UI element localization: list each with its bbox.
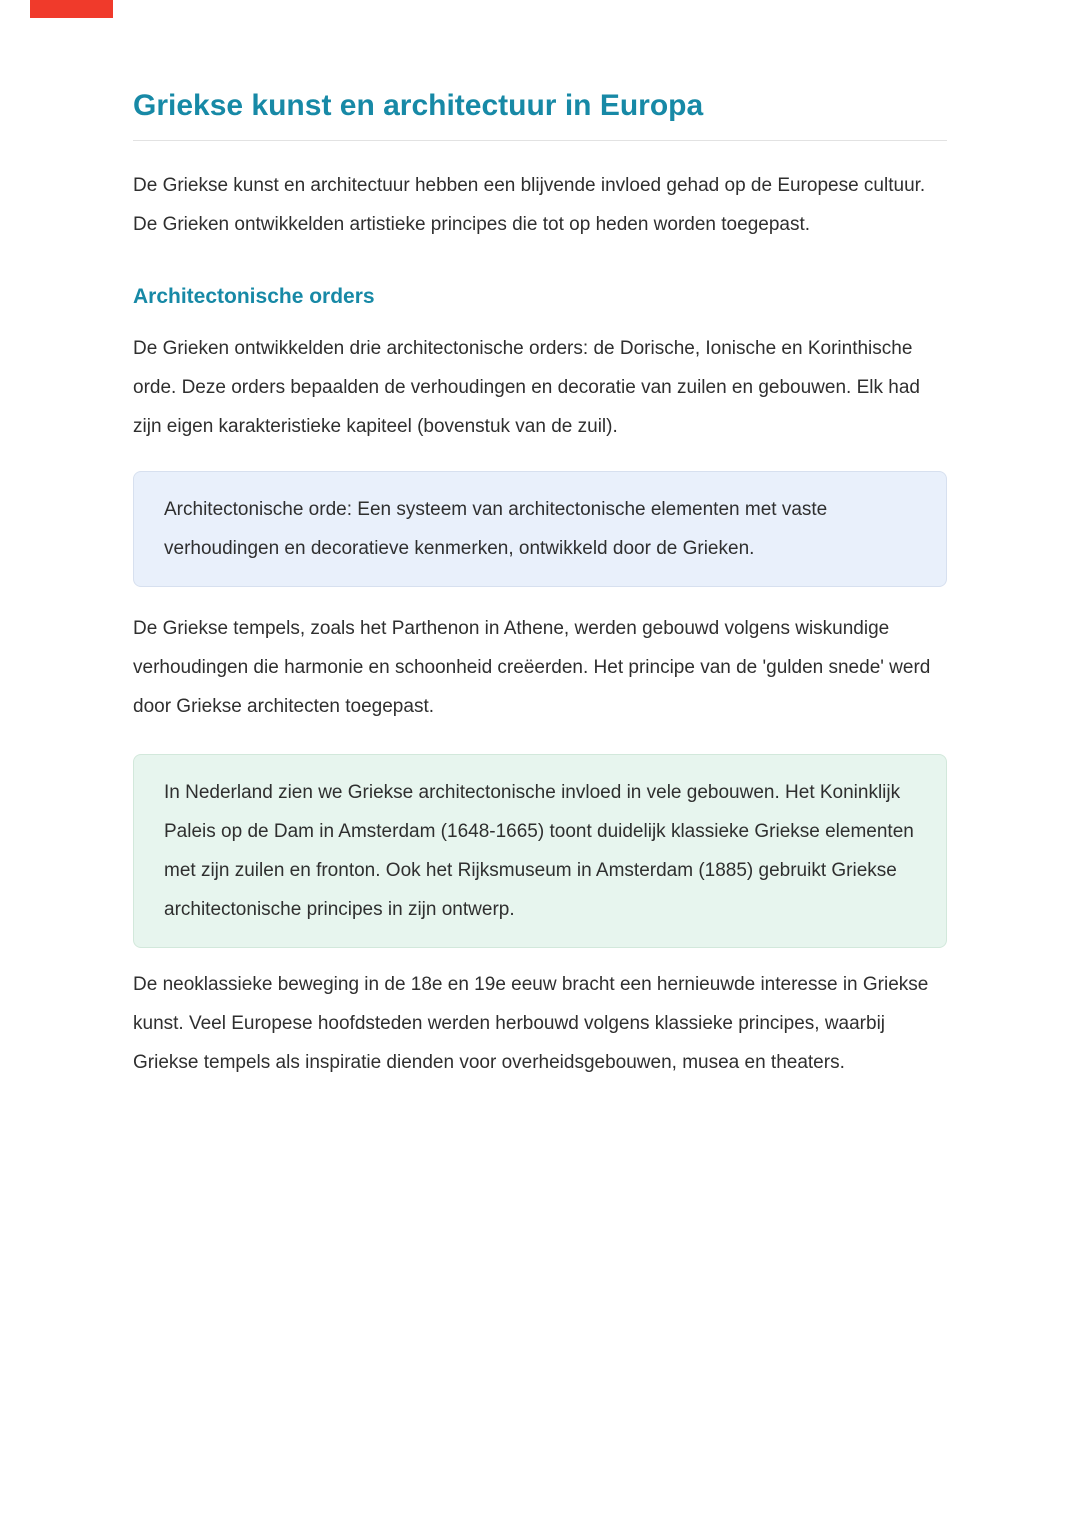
definition-callout-box — [133, 471, 947, 587]
page-title: Griekse kunst en architectuur in Europa — [133, 89, 704, 122]
section-heading-architectonische-orders: Architectonische orders — [133, 285, 375, 308]
neoclassical-paragraph: De neoklassieke beweging in de 18e en 19e eeuw bracht een hernieuwde interesse in Griekse kunst. Veel Europese hoofdsteden werden herbouwd volgens klassieke principes, waarbij Griekse tempels als inspiratie dienden voor overheidsgebouwen, musea en theaters. — [133, 974, 929, 1073]
intro-paragraph: De Griekse kunst en architectuur hebben een blijvende invloed gehad op de Europese cultuur. De Grieken ontwikkelden artistieke principes die tot op heden worden toegepast. — [133, 175, 926, 235]
document-content — [133, 0, 947, 1082]
definition-callout-text: Architectonische orde: Een systeem van architectonische elementen met vaste verhoudingen en decoratieve kenmerken, ontwikkeld door de Grieken. — [164, 499, 828, 559]
temples-paragraph: De Griekse tempels, zoals het Parthenon in Athene, werden gebouwd volgens wiskundige verhoudingen die harmonie en schoonheid creëerden. Het principe van de 'gulden snede' werd door Griekse architecten toegepast. — [133, 618, 931, 717]
netherlands-callout-box — [133, 754, 947, 948]
orders-paragraph: De Grieken ontwikkelden drie architectonische orders: de Dorische, Ionische en Korinthische orde. Deze orders bepaalden de verhoudingen en decoratie van zuilen en gebouwen. Elk had zijn eigen karakteristieke kapiteel (bovenstuk van de zuil). — [133, 338, 920, 437]
red-marker — [30, 0, 113, 18]
netherlands-callout-text: In Nederland zien we Griekse architectonische invloed in vele gebouwen. Het Koninklijk Paleis op de Dam in Amsterdam (1648-1665) toont duidelijk klassieke Griekse elementen met zijn zuilen en fronton. Ook het Rijksmuseum in Amsterdam (1885) gebruikt Griekse architectonische principes in zijn ontwerp. — [164, 782, 914, 920]
title-divider — [133, 140, 947, 141]
